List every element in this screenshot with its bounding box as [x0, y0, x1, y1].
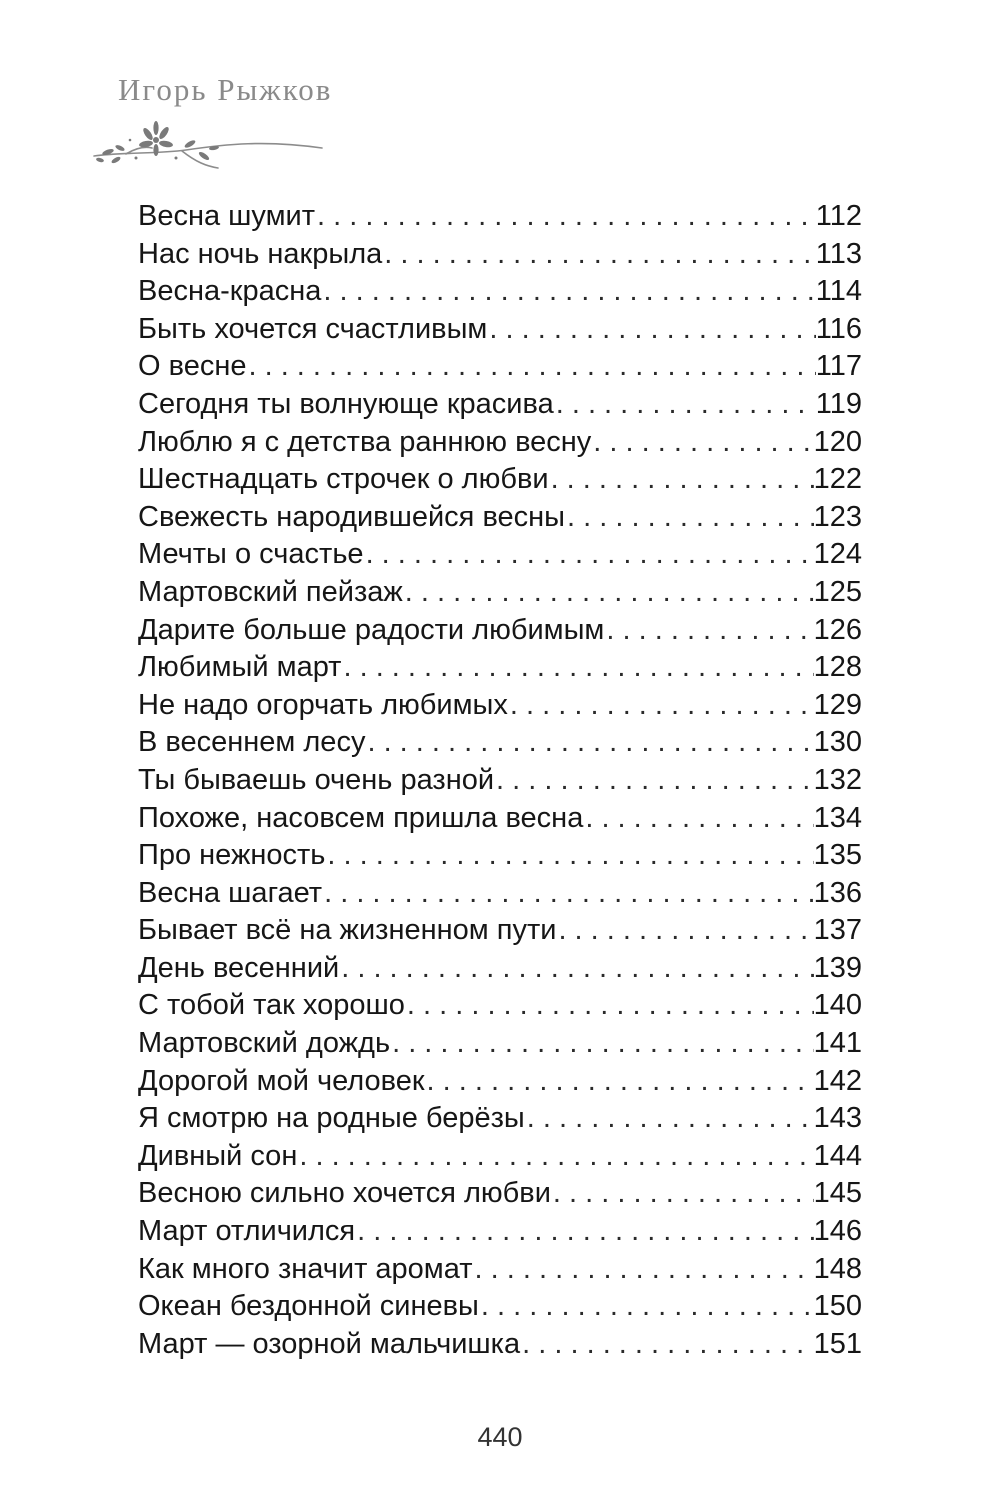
toc-entry-page: 129 — [813, 688, 862, 721]
toc-entry — [138, 238, 862, 276]
toc-entry-title: День весенний — [138, 951, 340, 984]
toc-leader-dots — [508, 689, 814, 722]
toc-leader-dots — [551, 1177, 814, 1210]
floral-vine-icon — [86, 118, 326, 182]
toc-entry — [138, 350, 862, 388]
toc-leader-dots — [355, 1215, 813, 1248]
toc-entry-page: 128 — [813, 651, 862, 684]
toc-entry-page: 130 — [813, 726, 862, 759]
toc-entry-page: 124 — [813, 538, 862, 571]
toc-entry-title: Шестнадцать строчек о любви — [138, 463, 549, 496]
toc-entry — [138, 651, 862, 689]
toc-leader-dots — [339, 952, 813, 985]
toc-entry-page: 145 — [813, 1177, 862, 1210]
toc-entry-page: 139 — [813, 951, 862, 984]
toc-entry-title: Дорогой мой человек — [138, 1064, 425, 1097]
toc-entry — [138, 914, 862, 952]
toc-entry-title: Весною сильно хочется любви — [138, 1177, 551, 1210]
toc-entry-page: 116 — [815, 312, 862, 345]
toc-entry-title: Свежесть народившейся весны — [138, 500, 566, 533]
toc-entry-page: 134 — [813, 801, 862, 834]
toc-entry — [138, 1102, 862, 1140]
toc-leader-dots — [425, 1065, 814, 1098]
toc-entry — [138, 1027, 862, 1065]
toc-leader-dots — [591, 426, 813, 459]
toc-entry — [138, 1177, 862, 1215]
toc-entry-page: 146 — [813, 1215, 862, 1248]
toc-entry-title: Похоже, насовсем пришла весна — [138, 801, 584, 834]
toc-leader-dots — [565, 501, 814, 534]
toc-entry-title: Дарите больше радости любимым — [138, 613, 605, 646]
toc-entry-title: Мартовский дождь — [138, 1027, 391, 1060]
toc-entry-page: 142 — [813, 1064, 862, 1097]
toc-leader-dots — [315, 200, 816, 233]
toc-leader-dots — [246, 350, 815, 383]
toc-entry-title: Март — озорной мальчишка — [138, 1327, 521, 1360]
toc-entry-page: 112 — [815, 200, 862, 232]
toc-leader-dots — [494, 764, 814, 797]
toc-entry-title: Люблю я с детства раннюю весну — [138, 425, 592, 458]
toc-entry-title: Бывает всё на жизненном пути — [138, 914, 557, 947]
toc-leader-dots — [341, 651, 813, 684]
toc-leader-dots — [479, 1290, 814, 1323]
toc-entry-page: 140 — [813, 989, 862, 1022]
toc-entry — [138, 1253, 862, 1291]
toc-entry-title: Весна-красна — [138, 275, 322, 308]
toc-entry-page: 119 — [815, 387, 862, 420]
toc-leader-dots — [583, 802, 813, 835]
running-header-author: Игорь Рыжков — [118, 72, 333, 107]
toc-entry-page: 144 — [813, 1139, 862, 1172]
toc-leader-dots — [487, 313, 815, 346]
toc-entry-title: Как много значит аромат — [138, 1252, 473, 1285]
toc-entry — [138, 877, 862, 915]
toc-entry — [138, 1215, 862, 1253]
toc-leader-dots — [556, 914, 813, 947]
toc-entry-page: 148 — [813, 1252, 862, 1285]
toc-entry — [138, 501, 862, 539]
toc-entry — [138, 1290, 862, 1328]
page-number: 440 — [477, 1422, 523, 1452]
toc-entry-title: О весне — [138, 350, 247, 383]
toc-entry — [138, 576, 862, 614]
toc-entry-title: Ты бываешь очень разной — [138, 763, 495, 796]
toc-entry — [138, 313, 862, 351]
toc-entry — [138, 538, 862, 576]
toc-entry-page: 117 — [815, 350, 862, 383]
toc-entry — [138, 802, 862, 840]
toc-entry — [138, 1140, 862, 1178]
toc-leader-dots — [525, 1102, 814, 1135]
toc-entry-title: Дивный сон — [138, 1139, 298, 1172]
toc-entry-title: Сегодня ты волнующе красива — [138, 387, 554, 420]
toc-entry-page: 143 — [813, 1102, 862, 1135]
toc-entry-title: Я смотрю на родные берёзы — [138, 1102, 525, 1135]
toc-leader-dots — [382, 238, 816, 271]
toc-leader-dots — [403, 576, 814, 609]
toc-entry-title: Не надо огорчать любимых — [138, 688, 508, 721]
toc-entry-title: Нас ночь накрыла — [138, 237, 383, 270]
toc-entry-title: Океан бездонной синевы — [138, 1290, 479, 1323]
toc-leader-dots — [473, 1253, 814, 1286]
toc-entry — [138, 689, 862, 727]
toc-leader-dots — [322, 877, 814, 910]
toc-entry-title: Мечты о счастье — [138, 538, 364, 571]
toc-entry-page: 135 — [813, 839, 862, 872]
toc-leader-dots — [549, 463, 814, 496]
toc-entry-page: 122 — [813, 463, 862, 496]
toc-entry-title: Март отличился — [138, 1215, 356, 1248]
toc-entry-page: 132 — [813, 763, 862, 796]
toc-entry — [138, 726, 862, 764]
toc-leader-dots — [520, 1328, 813, 1361]
toc-leader-dots — [405, 989, 814, 1022]
toc-entry — [138, 839, 862, 877]
toc-entry-page: 150 — [813, 1290, 862, 1323]
toc-entry-page: 136 — [813, 876, 862, 909]
toc-leader-dots — [325, 839, 813, 872]
toc-leader-dots — [365, 726, 813, 759]
toc-entry — [138, 614, 862, 652]
toc-entry — [138, 764, 862, 802]
toc-leader-dots — [390, 1027, 814, 1060]
toc-entry-page: 126 — [813, 613, 862, 646]
toc-entry — [138, 1065, 862, 1103]
toc-leader-dots — [604, 614, 813, 647]
toc-entry — [138, 200, 862, 238]
toc-leader-dots — [364, 538, 814, 571]
toc-entry-title: Весна шумит — [138, 200, 316, 232]
toc-entry-title: Быть хочется счастливым — [138, 312, 488, 345]
toc-entry-title: В весеннем лесу — [138, 726, 366, 759]
toc-entry-page: 125 — [813, 575, 862, 608]
toc-entry-title: Про нежность — [138, 839, 326, 872]
toc-entry — [138, 989, 862, 1027]
table-of-contents — [138, 200, 862, 1365]
toc-leader-dots — [297, 1140, 813, 1173]
toc-entry-title: Весна шагает — [138, 876, 323, 909]
toc-entry — [138, 426, 862, 464]
toc-entry-page: 141 — [813, 1027, 862, 1060]
toc-entry-page: 137 — [813, 914, 862, 947]
toc-entry — [138, 1328, 862, 1366]
toc-entry — [138, 952, 862, 990]
toc-entry-page: 113 — [815, 237, 862, 270]
toc-entry-page: 151 — [813, 1327, 862, 1360]
toc-leader-dots — [321, 275, 815, 308]
toc-entry — [138, 463, 862, 501]
toc-entry-page: 114 — [815, 275, 862, 308]
toc-entry-page: 123 — [813, 500, 862, 533]
toc-entry-title: С тобой так хорошо — [138, 989, 405, 1022]
toc-entry-page: 120 — [813, 425, 862, 458]
toc-entry-title: Любимый март — [138, 651, 342, 684]
toc-entry — [138, 388, 862, 426]
toc-entry — [138, 275, 862, 313]
toc-entry-title: Мартовский пейзаж — [138, 575, 403, 608]
toc-leader-dots — [554, 388, 816, 421]
